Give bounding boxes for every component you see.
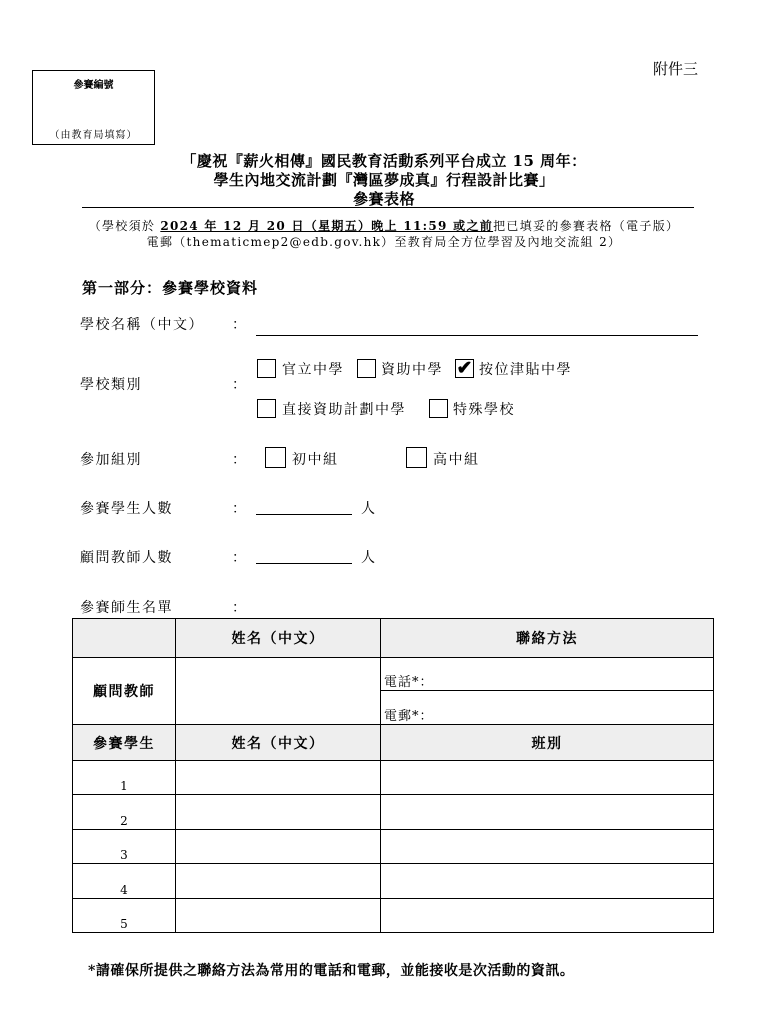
- colon: ：: [232, 550, 246, 566]
- school-name-label: 學校名稱（中文）: [80, 317, 204, 333]
- colon: ：: [232, 501, 246, 517]
- colon: ：: [232, 452, 246, 468]
- student-class-cell[interactable]: [381, 864, 714, 899]
- submission-instructions: [0, 217, 768, 234]
- table-header-row: [73, 619, 714, 658]
- teacher-phone-cell[interactable]: 電話*：: [381, 658, 714, 691]
- option-dss-school: 直接資助計劃中學: [282, 402, 406, 418]
- checkbox-special-school[interactable]: [429, 399, 448, 418]
- student-count-unit: 人: [361, 501, 377, 517]
- group-label: 參加組別: [80, 452, 142, 468]
- school-name-field[interactable]: [256, 335, 698, 336]
- option-special-school: 特殊學校: [453, 402, 515, 418]
- checkbox-junior-group[interactable]: [265, 447, 286, 468]
- table-row: [73, 864, 714, 899]
- option-government-school: 官立中學: [282, 362, 344, 378]
- row-number: 1: [73, 761, 176, 795]
- entry-number-label: 參賽編號: [73, 80, 114, 91]
- title-line-2: 學生內地交流計劃『灣區夢成真』行程設計比賽」: [213, 171, 555, 189]
- student-name-header: 姓名（中文）: [176, 725, 381, 761]
- header-contact: 聯絡方法: [381, 619, 714, 658]
- teacher-label: 顧問教師: [73, 658, 176, 725]
- entry-number-box: [32, 70, 155, 145]
- entry-number-note: （由教育局填寫）: [49, 130, 138, 141]
- annex-label: 附件三: [652, 60, 698, 78]
- row-number: 5: [73, 899, 176, 933]
- roster-label: 參賽師生名單: [80, 600, 173, 616]
- row-number: 3: [73, 830, 176, 864]
- student-class-cell[interactable]: [381, 830, 714, 864]
- instructions-email-line: 電郵（thematicmep2@edb.gov.hk）至教育局全方位學習及內地交流組 2）: [146, 235, 622, 249]
- student-name-cell[interactable]: [176, 795, 381, 830]
- school-type-label: 學校類別: [80, 377, 142, 393]
- header-blank-cell: [73, 619, 176, 658]
- title-line-1: 「慶祝『薪火相傳』國民教育活動系列平台成立 15 周年：: [181, 152, 587, 170]
- instructions-suffix: 把已填妥的參賽表格（電子版）: [493, 219, 680, 233]
- option-aided-school: 資助中學: [381, 362, 443, 378]
- form-title: 參賽表格: [352, 190, 415, 208]
- checkbox-aided-school[interactable]: [357, 359, 376, 378]
- teacher-count-label: 顧問教師人數: [80, 550, 173, 566]
- student-class-cell[interactable]: [381, 899, 714, 933]
- student-class-cell[interactable]: [381, 795, 714, 830]
- title-divider: [82, 207, 694, 208]
- table-row: [73, 761, 714, 795]
- student-class-cell[interactable]: [381, 761, 714, 795]
- table-row: [73, 795, 714, 830]
- teacher-email-cell[interactable]: 電郵*：: [381, 691, 714, 725]
- teacher-count-unit: 人: [361, 550, 377, 566]
- colon: ：: [232, 600, 246, 616]
- checkbox-caput-school-checked[interactable]: [455, 359, 474, 378]
- colon: ：: [232, 377, 246, 393]
- checkbox-dss-school[interactable]: [257, 399, 276, 418]
- checkbox-government-school[interactable]: [257, 359, 276, 378]
- row-number: 4: [73, 864, 176, 899]
- option-caput-school: 按位津貼中學: [479, 362, 572, 378]
- table-row: [73, 830, 714, 864]
- student-label: 參賽學生: [73, 725, 176, 761]
- option-junior-group: 初中組: [292, 452, 339, 468]
- student-name-cell[interactable]: [176, 864, 381, 899]
- student-name-cell[interactable]: [176, 899, 381, 933]
- instructions-prefix: （學校須於: [88, 219, 161, 233]
- check-mark-icon: ✔: [456, 357, 473, 379]
- student-header-row: [73, 725, 714, 761]
- student-count-field[interactable]: [256, 514, 352, 515]
- part1-heading: 第一部分：參賽學校資料: [82, 279, 259, 297]
- colon: ：: [232, 317, 246, 333]
- contact-footnote: *請確保所提供之聯絡方法為常用的電話和電郵，並能接收是次活動的資訊。: [88, 963, 575, 979]
- class-header: 班別: [381, 725, 714, 761]
- teacher-count-field[interactable]: [256, 563, 352, 564]
- student-name-cell[interactable]: [176, 761, 381, 795]
- checkbox-senior-group[interactable]: [406, 447, 427, 468]
- student-count-label: 參賽學生人數: [80, 501, 173, 517]
- teacher-row-phone: [73, 658, 714, 691]
- student-name-cell[interactable]: [176, 830, 381, 864]
- header-name: 姓名（中文）: [176, 619, 381, 658]
- teacher-name-cell[interactable]: [176, 658, 381, 725]
- option-senior-group: 高中組: [433, 452, 480, 468]
- row-number: 2: [73, 795, 176, 830]
- table-row: [73, 899, 714, 933]
- deadline: 2024 年 12 月 20 日（星期五）晚上 11:59 或之前: [160, 219, 494, 233]
- roster-table: [72, 618, 714, 933]
